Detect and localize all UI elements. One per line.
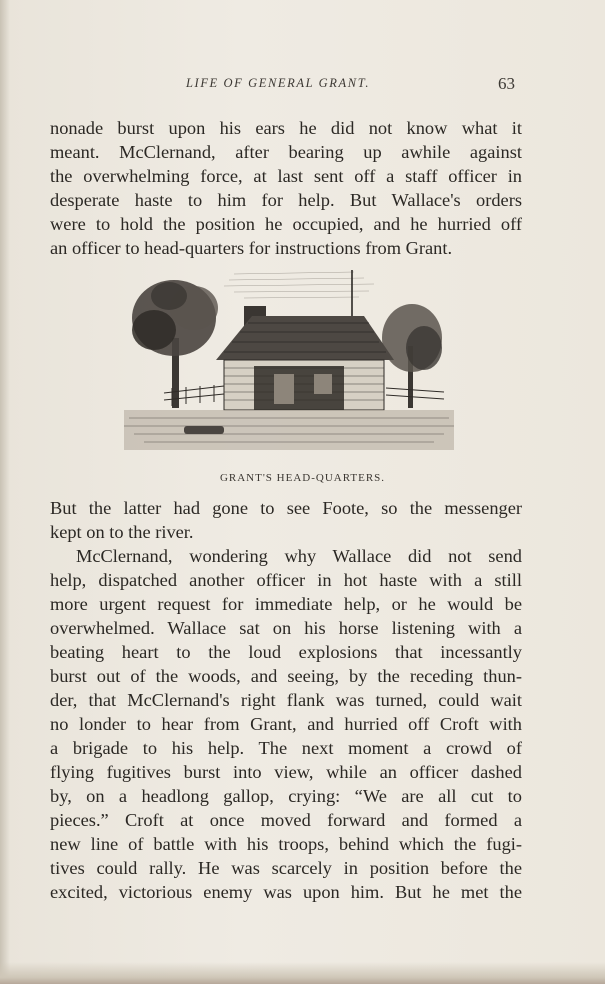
page-bottom-edge: [0, 962, 605, 984]
log: [184, 426, 224, 434]
text-line: new line of battle with his troops, behind which the fugi-: [50, 834, 522, 854]
text-line: kept on to the river.: [50, 522, 194, 542]
window: [314, 374, 332, 394]
text-line: flying fugitives burst into view, while an officer dashed: [50, 762, 522, 782]
text-line: pieces.” Croft at once moved forward and formed a: [50, 810, 522, 830]
doorway: [274, 374, 294, 404]
text-line: beating heart to the loud explosions that incessantly: [50, 642, 522, 662]
text-line: nonade burst upon his ears he did not know what it: [50, 118, 522, 138]
headquarters-engraving: [124, 268, 454, 468]
text-line: help, dispatched another officer in hot haste with a still: [50, 570, 522, 590]
tree-left: [132, 280, 218, 408]
text-line: der, that McClernand's right flank was turned, could wait: [50, 690, 522, 710]
text-line: desperate haste to him for help. But Wallace's orders: [50, 190, 522, 210]
text-line: burst out of the woods, and seeing, by the receding thun-: [50, 666, 522, 686]
text-line: no londer to hear from Grant, and hurried off Croft with: [50, 714, 522, 734]
text-line: McClernand, wondering why Wallace did not send: [76, 546, 522, 566]
text-line: excited, victorious enemy was upon him. But he met the: [50, 882, 522, 902]
text-block-bottom: [50, 496, 522, 904]
text-line: more urgent request for immediate help, or he would be: [50, 594, 522, 614]
text-line: the overwhelming force, at last sent off a staff officer in: [50, 166, 522, 186]
page-gutter-shadow: [0, 0, 10, 984]
text-line: tives could rally. He was scarcely in position before the: [50, 858, 522, 878]
text-line: an officer to head-quarters for instructions from Grant.: [50, 238, 453, 258]
figure-caption: GRANT'S HEAD-QUARTERS.: [219, 472, 386, 484]
text-line: overwhelmed. Wallace sat on his horse listening with a: [50, 618, 522, 638]
text-line: a brigade to his help. The next moment a crowd of: [50, 738, 522, 758]
text-line: meant. McClernand, after bearing up awhile against: [50, 142, 522, 162]
page-number: 63: [498, 74, 515, 93]
running-head: LIFE OF GENERAL GRANT.: [186, 76, 371, 90]
text-line: by, on a headlong gallop, crying: “We are all cut to: [50, 786, 522, 806]
ground: [124, 410, 454, 450]
roof: [216, 316, 394, 360]
text-block-top: [50, 116, 522, 260]
text-line: were to hold the position he occupied, and he hurried off: [50, 214, 522, 234]
text-line: But the latter had gone to see Foote, so the messenger: [50, 498, 522, 518]
